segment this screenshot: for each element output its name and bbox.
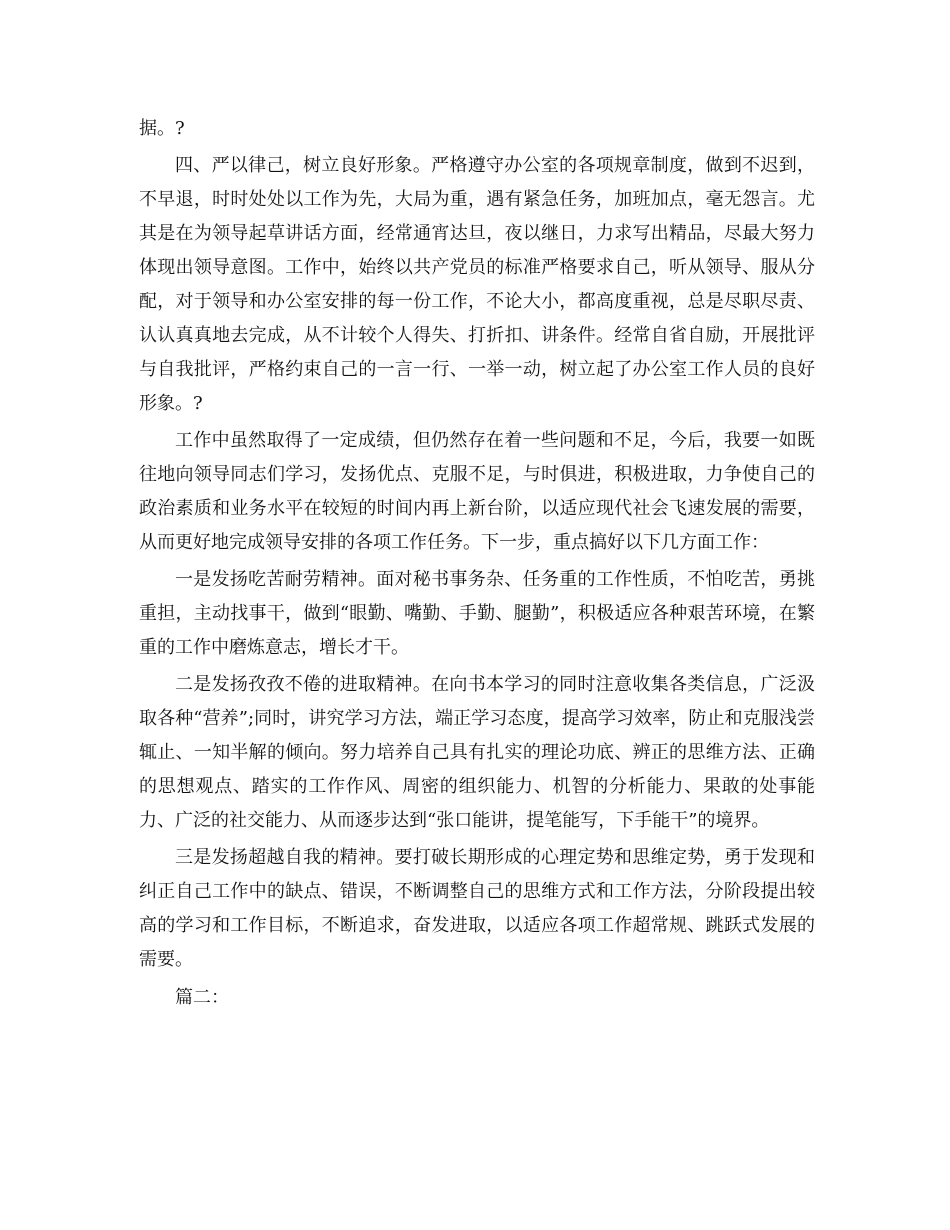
paragraph-self-surpassing-spirit: 三是发扬超越自我的精神。要打破长期形成的心理定势和思维定势，勇于发现和纠正自己工作中的缺点、错误，不断调整自己的思维方式和工作方法，分阶段提出较高的学习和工作目标，不断追求，奋发进取，以适应各项工作超常规、跳跃式发展的需要。 [139,847,815,970]
paragraph-enterprising-spirit: 二是发扬孜孜不倦的进取精神。在向书本学习的同时注意收集各类信息，广泛汲取各种“营养”;同时，讲究学习方法，端正学习态度，提高学习效率，防止和克服浅尝辄止、一知半解的倾向。努力培养自己具有扎实的理论功底、辨正的思维方法、正确的思想观点、踏实的工作作风、周密的组织能力、机智的分析能力、果敢的处事能力、广泛的社交能力、从而逐步达到“张口能讲，提笔能写，下手能干”的境界。 [139,674,815,831]
paragraph-summary-outlook: 工作中虽然取得了一定成绩，但仍然存在着一些问题和不足，今后，我要一如既往地向领导同志们学习，发扬优点、克服不足，与时俱进，积极进取，力争使自己的政治素质和业务水平在较短的时间内再上新台阶，以适应现代社会飞速发展的需要，从而更好地完成领导安排的各项工作任务。下一步，重点搞好以下几方面工作： [139,430,815,553]
paragraph-continuation: 据。? [139,118,185,139]
paragraph-self-discipline: 四、严以律己，树立良好形象。严格遵守办公室的各项规章制度，做到不迟到，不早退，时时处处以工作为先，大局为重，遇有紧急任务，加班加点，毫无怨言。尤其是在为领导起草讲话方面，经常通宵达旦，夜以继日，力求写出精品，尽最大努力体现出领导意图。工作中，始终以共产党员的标准严格要求自己，听从领导、服从分配，对于领导和办公室安排的每一份工作，不论大小，都高度重视，总是尽职尽责、认认真真地去完成，从不计较个人得失、打折扣、讲条件。经常自省自励，开展批评与自我批评，严格约束自己的一言一行、一举一动，树立起了办公室工作人员的良好形象。? [139,155,815,414]
section-heading-part-two: 篇二： [175,987,229,1008]
document-body [139,112,815,1018]
paragraph-hardworking-spirit: 一是发扬吃苦耐劳精神。面对秘书事务杂、任务重的工作性质，不怕吃苦，勇挑重担，主动找事干，做到“眼勤、嘴勤、手勤、腿勤”，积极适应各种艰苦环境，在繁重的工作中磨炼意志，增长才干。 [139,569,815,658]
